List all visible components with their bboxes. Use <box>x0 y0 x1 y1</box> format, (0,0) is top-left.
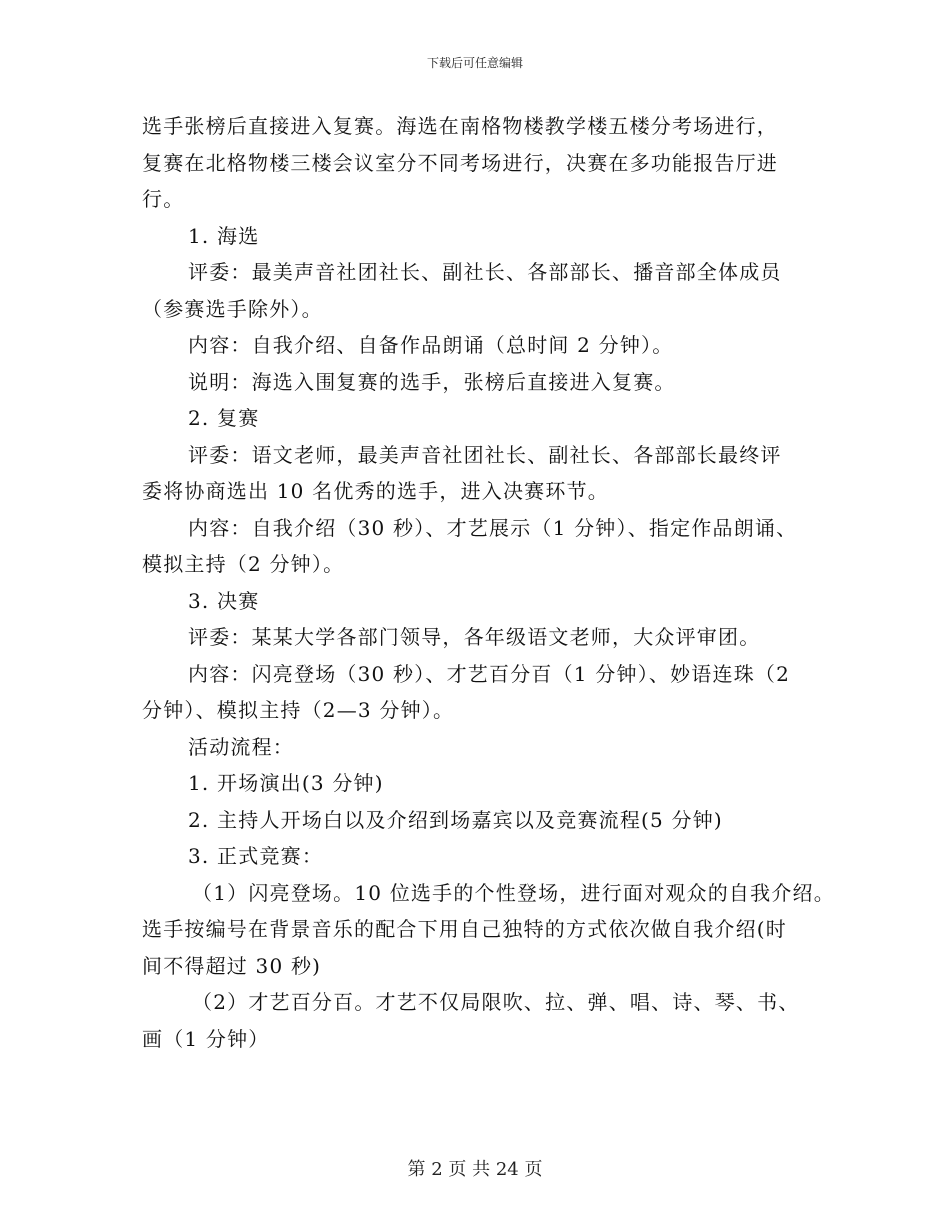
section-heading-semifinal: 2. 复赛 <box>188 406 260 430</box>
page-number-footer: 第 2 页 共 24 页 <box>407 1159 543 1180</box>
section-heading-final: 3. 决赛 <box>188 588 260 613</box>
body-line: 模拟主持（2 分钟）。 <box>142 552 345 576</box>
body-line: （参赛选手除外）。 <box>142 296 323 321</box>
body-line: 间不得超过 30 秒) <box>142 953 322 978</box>
section-heading-audition: 1. 海选 <box>188 223 260 248</box>
section-heading-process: 活动流程： <box>188 734 294 759</box>
list-item: 3. 正式竞赛： <box>188 844 324 868</box>
body-line: 评委：最美声音社团社长、副社长、各部部长、播音部全体成员 <box>188 260 782 284</box>
page-header: 下载后可任意编辑 <box>426 56 523 70</box>
body-line: 内容：自我介绍（30 秒）、才艺展示（1 分钟）、指定作品朗诵、 <box>188 515 798 540</box>
body-line: （1）闪亮登场。10 位选手的个性登场，进行面对观众的自我介绍。 <box>192 880 835 905</box>
body-line: 行。 <box>142 187 185 211</box>
body-line: 委将协商选出 10 名优秀的选手，进入决赛环节。 <box>142 479 609 503</box>
body-line: 评委：某某大学各部门领导，各年级语文老师，大众评审团。 <box>188 625 761 649</box>
list-item: 2. 主持人开场白以及介绍到场嘉宾以及竞赛流程(5 分钟) <box>188 807 723 832</box>
list-item: 1. 开场演出(3 分钟) <box>188 771 384 795</box>
body-line: 画（1 分钟） <box>142 1026 270 1051</box>
body-line: 选手张榜后直接进入复赛。海选在南格物楼教学楼五楼分考场进行， <box>142 114 778 138</box>
body-line: 说明：海选入围复赛的选手，张榜后直接进入复赛。 <box>188 369 676 394</box>
body-line: 选手按编号在背景音乐的配合下用自己独特的方式依次做自我介绍(时 <box>142 917 788 941</box>
body-line: 分钟）、模拟主持（2—3 分钟）。 <box>142 698 455 722</box>
body-line: 复赛在北格物楼三楼会议室分不同考场进行，决赛在多功能报告厅进 <box>142 150 778 175</box>
body-line: 评委：语文老师，最美声音社团社长、副社长、各部部长最终评 <box>188 442 782 467</box>
body-line: 内容：闪亮登场（30 秒）、才艺百分百（1 分钟）、妙语连珠（2 <box>188 661 791 686</box>
body-line: 内容：自我介绍、自备作品朗诵（总时间 2 分钟）。 <box>188 333 674 357</box>
body-line: （2）才艺百分百。才艺不仅局限吹、拉、弹、唱、诗、琴、书、 <box>192 990 800 1014</box>
document-body <box>142 108 835 1057</box>
